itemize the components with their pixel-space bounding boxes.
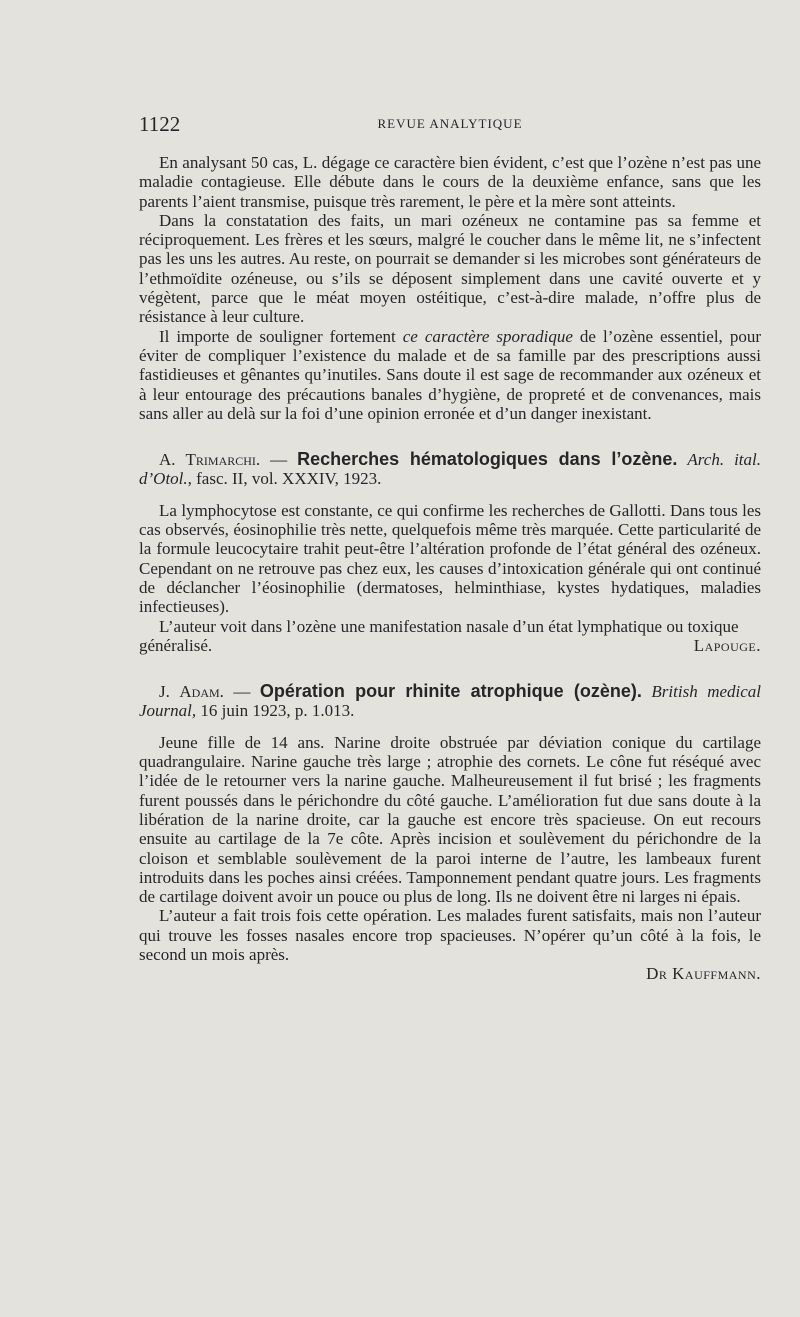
author-signature: Dr Kauffmann. <box>646 964 761 984</box>
spacer <box>139 489 761 501</box>
paragraph: La lymphocytose est constante, ce qui confirme les recherches de Gallotti. Dans tous les cas observés, éosinophilie très nette, quelquefois même très marquée. Cette particularité de la formule leucocytaire trahit peut-être l’altération profonde de l’état général des ozéneux. Cependant on ne retrouve pas chez eux, les causes d’intoxication générale qui ont continué de déclancher l’éosinophilie (dermatoses, helminthiase, kystes hydatiques, maladies infectieuses). <box>139 500 761 617</box>
article-title: Recherches hématologiques dans l’ozène. <box>297 449 678 470</box>
paragraph: Dans la constatation des faits, un mari ozéneux ne contamine pas sa femme et réciproquement. Les frères et les sœurs, malgré le coucher dans le même lit, ne s’infectent pas les uns les autres. Au reste, on pourrait se demander si les microbes sont générateurs de l’ethmoïdite ozéneuse, ou s’ils se déposent simplement dans une cavité ouverte et y végètent, parce que le méat moyen ostéitique, c’est-à-dire malade, n’offre plus de résistance à leur culture. <box>139 210 761 327</box>
author-name: Adam <box>179 682 220 702</box>
author-signature: Lapouge. <box>693 635 761 655</box>
page-content <box>139 153 761 984</box>
article-heading <box>139 450 761 489</box>
author-name: Trimarchi <box>185 450 256 470</box>
paragraph <box>139 327 761 423</box>
source-details: 16 juin 1923, p. 1.013. <box>196 701 355 721</box>
page-number: 1122 <box>139 112 181 136</box>
text-run: L’auteur voit dans l’ozène une manifestation nasale d’un état lymphatique ou toxique généralisé. <box>139 616 739 655</box>
paragraph: En analysant 50 cas, L. dégage ce caractère bien évident, c’est que l’ozène n’est pas une maladie contagieuse. Elle débute dans le cours de la deuxième enfance, sans que les parents l’aient transmise, puisque très rarement, le père et la mère sont atteints. <box>139 153 761 211</box>
source-journal: British medical Journal, <box>139 682 762 721</box>
page-header <box>139 112 761 138</box>
spacer <box>139 721 761 733</box>
running-title: REVUE ANALYTIQUE <box>377 116 523 131</box>
paragraph: L’auteur a fait trois fois cette opération. Les malades furent satisfaits, mais non l’auteur qui trouve les fosses nasales encore trop spacieuses. N’opérer qu’un côté à la fois, le second un mois après. <box>139 906 761 964</box>
article-heading <box>139 682 761 721</box>
section-separator <box>139 655 761 682</box>
emphasis: ce caractère sporadique <box>402 326 573 346</box>
text-run: de l’ozène essentiel, pour éviter de compliquer l’existence du malade et de sa famille par des prescriptions aussi fastidieuses et gênantes qu’inutiles. Sans doute il est sage de recommander aux ozéneux et à leur entourage des précautions banales d’hygiène, de propreté et de convenances, mais sans aller au delà sur la foi d’une opinion erronée et d’un danger inexistant. <box>139 326 761 423</box>
source-journal: Arch. ital. d’Otol. <box>139 450 761 489</box>
author-initial: J. <box>159 682 180 702</box>
title-dash: . — <box>255 450 298 470</box>
title-dash: . — <box>219 682 260 702</box>
text-run: Il importe de souligner fortement <box>159 326 403 346</box>
section-separator <box>139 423 761 450</box>
article-title: Opération pour rhinite atrophique (ozène). <box>259 681 642 702</box>
paragraph: Jeune fille de 14 ans. Narine droite obstruée par déviation conique du cartilage quadrangulaire. Narine gauche très large ; atrophie des cornets. Le cône fut réséqué avec l’idée de le retourner vers la narine gauche. Malheureusement il fut brisé ; les fragments furent poussés dans le périchondre du côté gauche. L’amélioration fut due sans doute à la libération de la narine droite, car la gauche est encore très spacieuse. On eut recours ensuite au cartilage de la 7e côte. Après incision et soulèvement du périchondre de la cloison et semblable soulèvement de la paroi interne de l’autre, les lambeaux furent introduits dans les poches ainsi créées. Tamponnement pendant quatre jours. Les fragments de cartilage doivent avoir un pouce ou plus de long. Ils ne doivent être ni larges ni épais. <box>139 732 761 907</box>
author-initial: A. <box>159 450 186 470</box>
source-details: , fasc. II, vol. XXXIV, 1923. <box>187 469 382 489</box>
paragraph <box>139 617 761 656</box>
